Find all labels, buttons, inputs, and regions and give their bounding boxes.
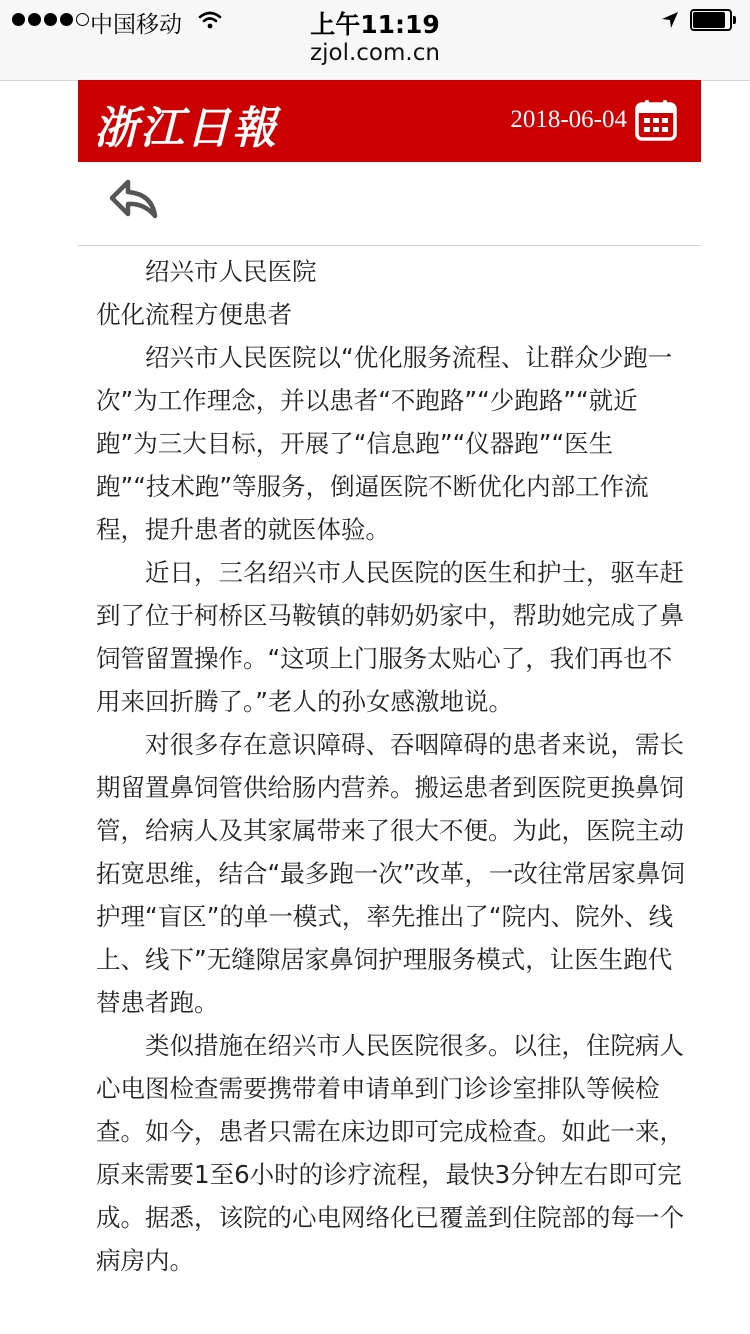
browser-chrome — [0, 0, 750, 81]
back-arrow-icon[interactable] — [108, 176, 160, 222]
article-subtitle: 优化流程方便患者 — [96, 300, 292, 329]
battery-icon — [690, 9, 736, 31]
article-title: 绍兴市人民医院 — [145, 257, 317, 286]
article-paragraph: 对很多存在意识障碍、吞咽障碍的患者来说，需长期留置鼻饲管供给肠内营养。搬运患者到医院更换鼻饲管，给病人及其家属带来了很大不便。为此，医院主动拓宽思维，结合“最多跑一次”改革，一改往常居家鼻饲护理“盲区”的单一模式，率先推出了“院内、院外、线上、线下”无缝隙居家鼻饲护理服务模式，让医生跑代替患者跑。 — [96, 730, 685, 1017]
article-paragraph: 近日，三名绍兴市人民医院的医生和护士，驱车赶到了位于柯桥区马鞍镇的韩奶奶家中，帮助她完成了鼻饲管留置操作。“这项上门服务太贴心了，我们再也不用来回折腾了。”老人的孙女感激地说。 — [96, 558, 684, 716]
article-paragraph: 绍兴市人民医院以“优化服务流程、让群众少跑一次”为工作理念，并以患者“不跑路”“少跑路”“就近跑”为三大目标，开展了“信息跑”“仪器跑”“医生跑”“技术跑”等服务，倒逼医院不断优化内部工作流程，提升患者的就医体验。 — [96, 343, 673, 544]
issue-date: 2018-06-04 — [510, 106, 627, 133]
calendar-icon[interactable] — [634, 98, 678, 142]
location-arrow-icon — [660, 10, 680, 30]
divider — [78, 245, 701, 246]
carrier-name: 中国移动 — [90, 12, 182, 38]
status-bar — [0, 0, 750, 40]
article-body — [96, 250, 686, 1282]
newspaper-logo[interactable]: 浙江日報 — [94, 103, 278, 154]
article-paragraph: 类似措施在绍兴市人民医院很多。以往，住院病人心电图检查需要携带着申请单到门诊诊室排队等候检查。如今，患者只需在床边即可完成检查。如此一来，原来需要1至6小时的诊疗流程，最快3分钟左右即可完成。据悉，该院的心电网络化已覆盖到住院部的每一个病房内。 — [96, 1031, 684, 1275]
masthead — [78, 80, 701, 162]
clock: 上午11:19 — [310, 10, 440, 39]
address-bar[interactable]: zjol.com.cn — [310, 40, 440, 66]
